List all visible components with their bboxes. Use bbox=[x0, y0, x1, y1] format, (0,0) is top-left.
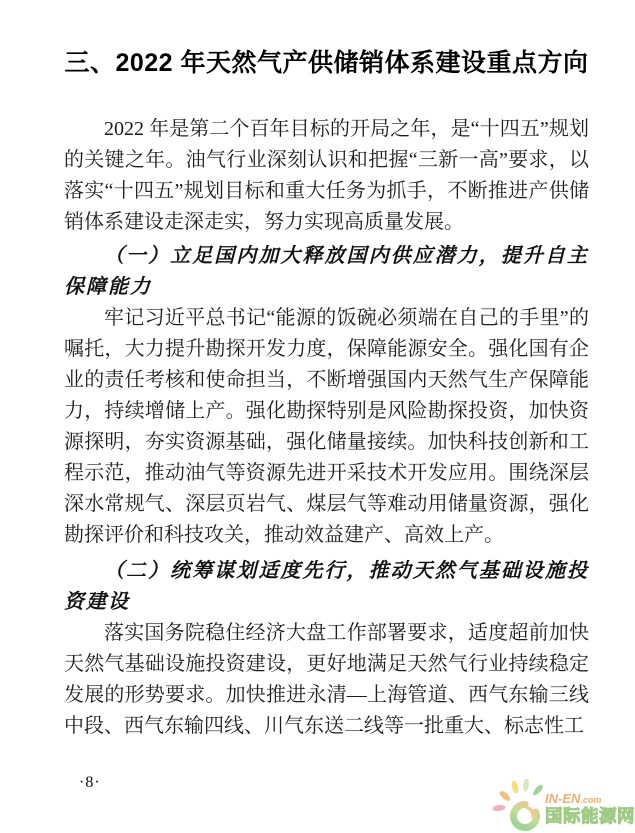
paragraph-section-1: 牢记习近平总书记“能源的饭碗必须端在自己的手里”的嘱托，大力提升勘探开发力度，保障能源安全。强化国有企业的责任考核和使命担当，不断增强国内天然气生产保障能力，持续增储上产。强化勘探特别是风险勘探投资，加快资源探明，夯实资源基础，强化储量接续。加快科技创新和工程示范，推动油气等资源先进开采技术开发应用。围绕深层深水常规气、深层页岩气、煤层气等难动用储量资源，强化勘探评价和科技攻关，推动效益建产、高效上产。 bbox=[64, 307, 589, 546]
document-content bbox=[64, 0, 589, 742]
paragraph-intro: 2022 年是第二个百年目标的开局之年，是“十四五”规划的关键之年。油气行业深刻认识和把握“三新一高”要求，以落实“十四五”规划目标和重大任务为抓手，不断推进产供储销体系建设走深走实，努力实现高质量发展。 bbox=[64, 118, 589, 233]
in-en-site-name-cn: 国际能源网 bbox=[545, 806, 635, 826]
paragraph-section-2: 落实国务院稳住经济大盘工作部署要求，适度超前加快天然气基础设施投资建设，更好地满足天然气行业持续稳定发展的形势要求。加快推进永清—上海管道、西气东输三线中段、西气东输四线、川气东送二线等一批重大、标志性工 bbox=[64, 622, 589, 737]
section-heading-2: （二）统筹谋划适度先行，推动天然气基础设施投资建设 bbox=[64, 560, 589, 613]
section-heading-1: （一）立足国内加大释放国内供应潜力，提升自主保障能力 bbox=[64, 245, 589, 298]
page-number: ·8· bbox=[79, 774, 101, 791]
in-en-logo-text bbox=[545, 792, 635, 826]
in-en-site-name: IN-EN.com bbox=[545, 791, 602, 806]
in-en-watermark bbox=[492, 779, 635, 833]
page-title: 三、2022 年天然气产供储销体系建设重点方向 bbox=[64, 49, 589, 77]
